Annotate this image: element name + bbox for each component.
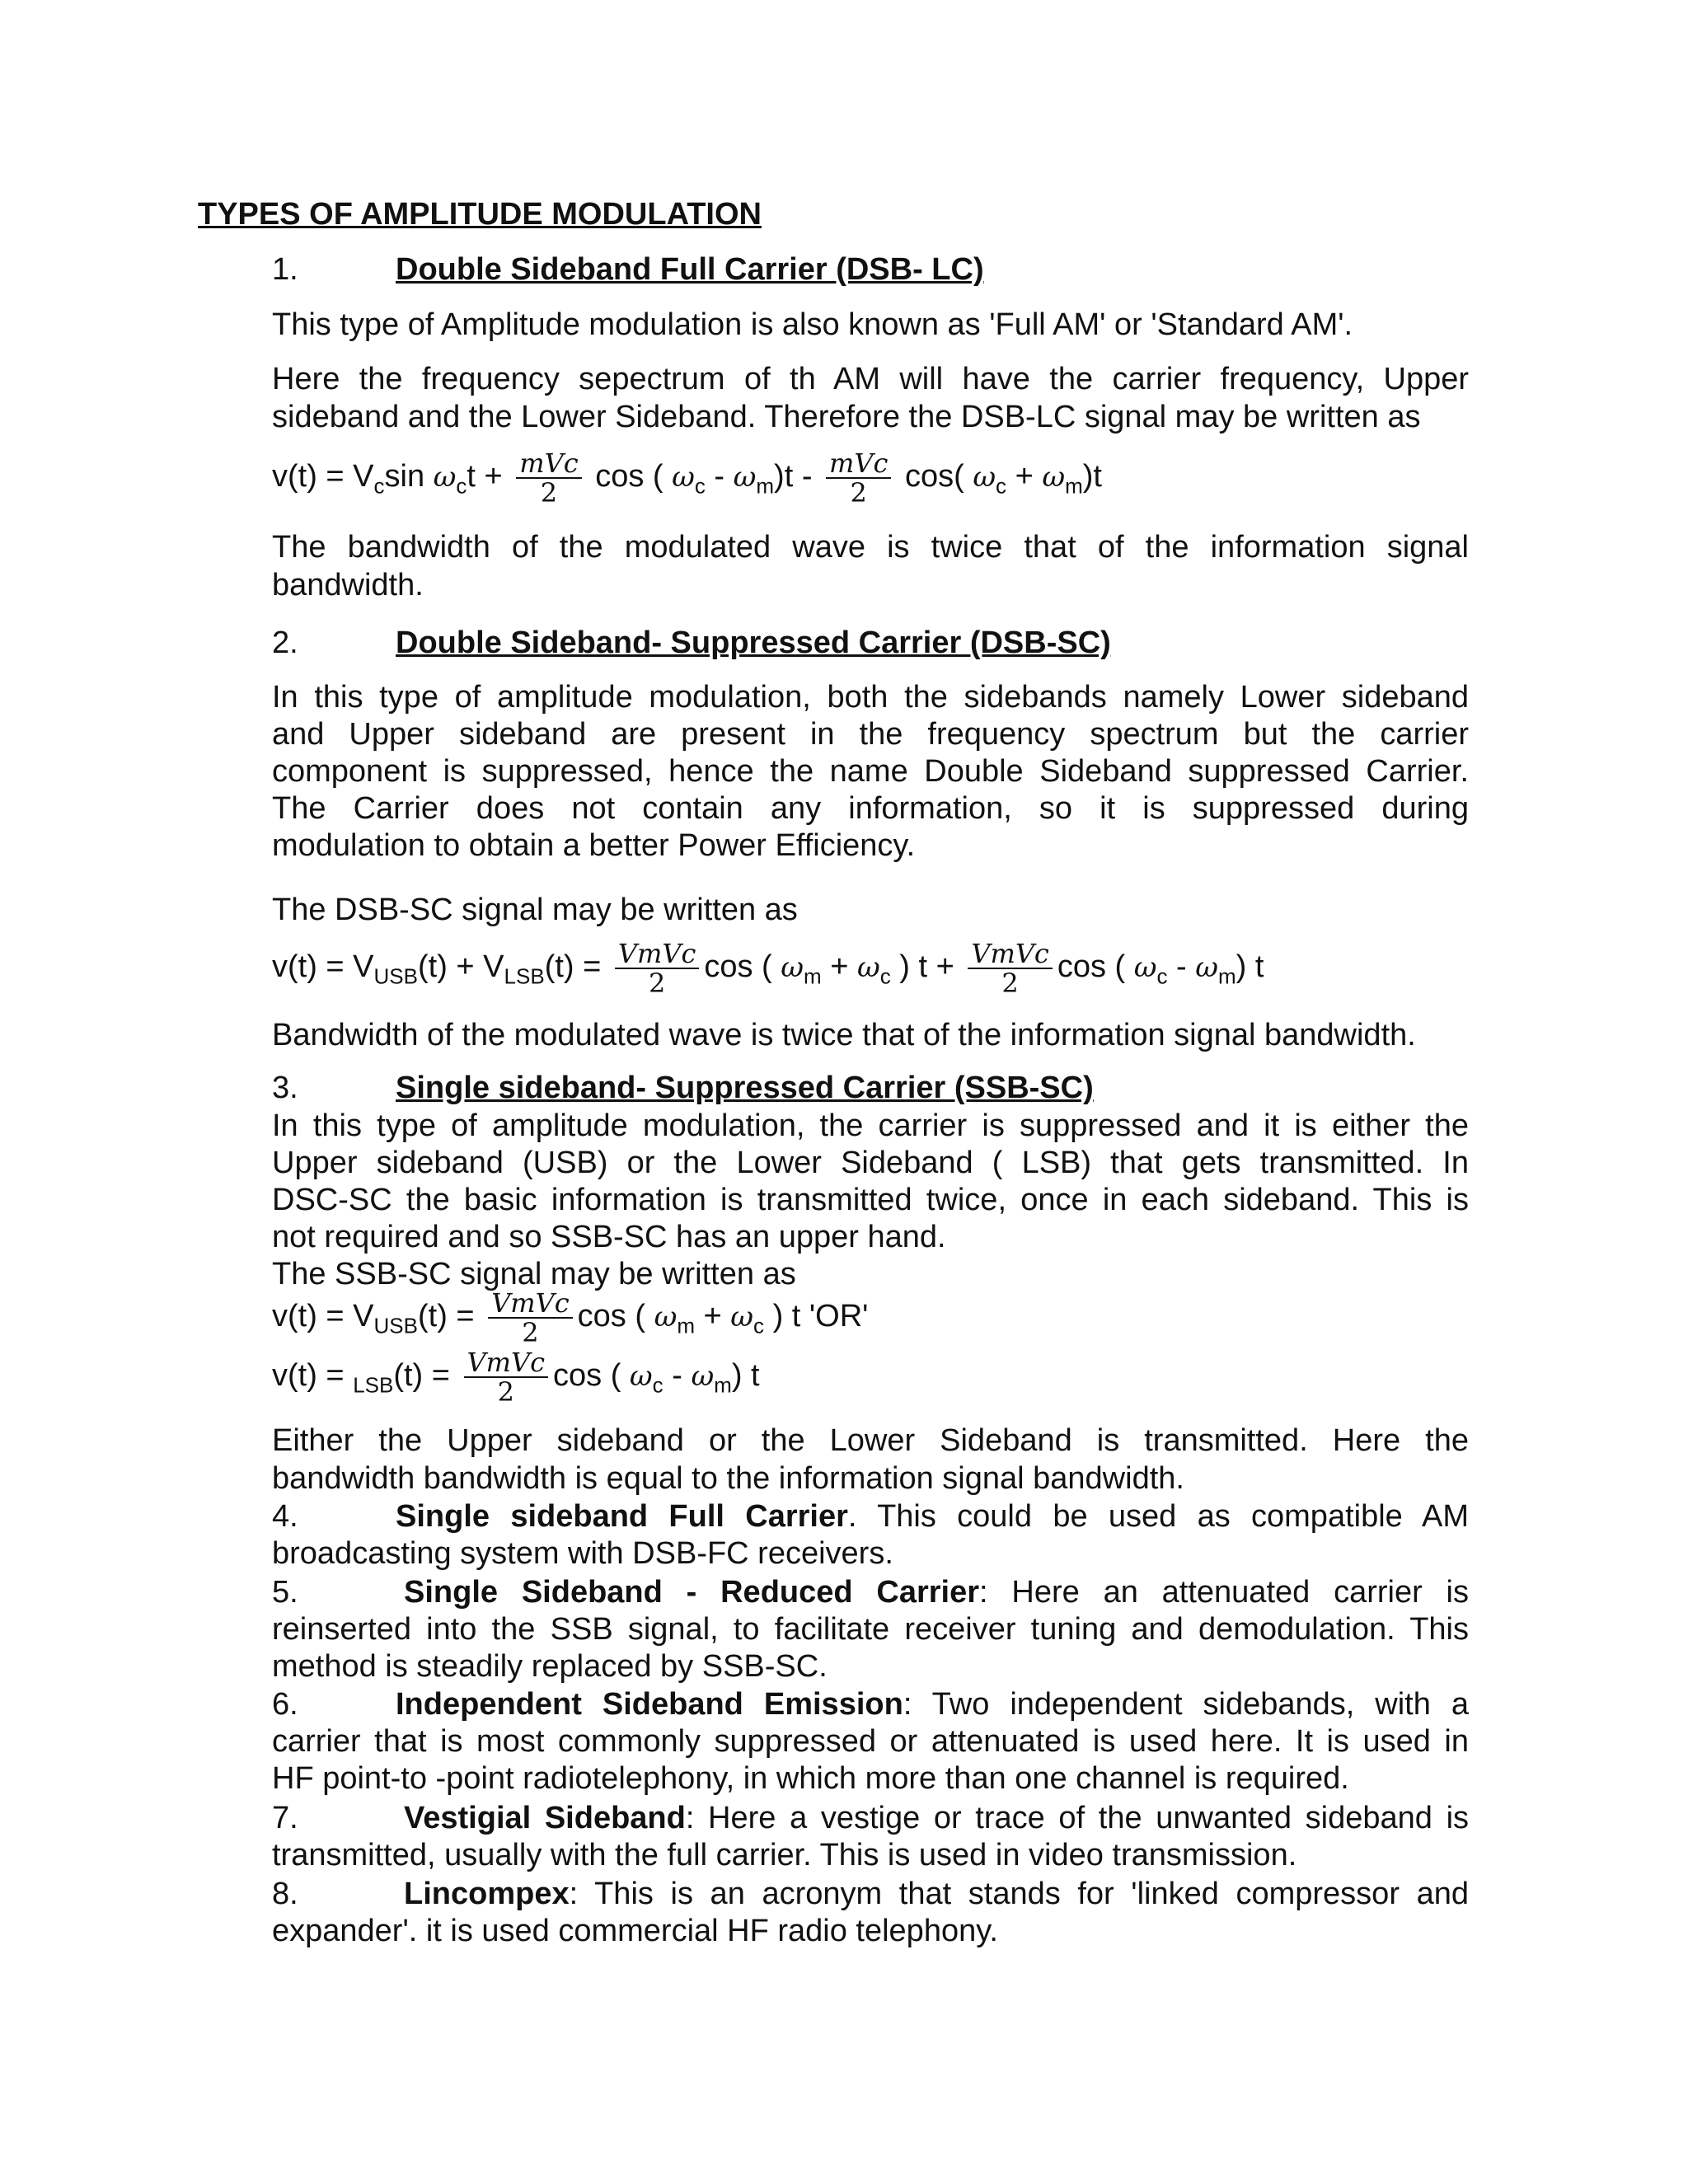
- text-line: broadcasting system with DSB-FC receivers.: [272, 1536, 893, 1571]
- section-term: Vestigial Sideband: [404, 1801, 686, 1835]
- section-heading: Double Sideband- Suppressed Carrier (DSB-SC): [396, 626, 1111, 660]
- text-line: not required and so SSB-SC has an upper hand.: [272, 1220, 946, 1254]
- section-3-para-1: [272, 1108, 1469, 1256]
- section-3-para-3-line-2: bandwidth bandwidth is equal to the information signal bandwidth.: [272, 1461, 1184, 1496]
- text-line: HF point-to -point radiotelephony, in which more than one channel is required.: [272, 1761, 1349, 1796]
- text-line: carrier that is most commonly suppressed or attenuated is used here. It is used in: [272, 1724, 1469, 1759]
- text-line: 7. Vestigial Sideband: Here a vestige or trace of the unwanted sideband is: [272, 1801, 1470, 1835]
- ssb-sc-lsb-equation: v(t) = $_{LSB}$(t) = $\frac{\text{VmVc}}{2}$ cos ( $\omega_c - \omega_m$) t: [272, 1347, 760, 1408]
- text-line: 4. Single sideband Full Carrier. This could be used as compatible AM: [272, 1499, 1469, 1534]
- fraction: $\frac{\text{VmVc}}{2}$: [488, 1289, 572, 1347]
- section-heading: Single sideband- Suppressed Carrier (SSB-SC): [396, 1071, 1094, 1105]
- ssb-sc-usb-equation: $v(t) = V_{USB}(t)$ = $\frac{\text{VmVc}}{2}$ cos ( $\omega_m + \omega_c$ ) t 'OR': [272, 1287, 869, 1348]
- section-number: 7.: [272, 1801, 298, 1835]
- text-line: 6. Independent Sideband Emission: Two independent sidebands, with a: [272, 1687, 1469, 1722]
- section-1-para-3-line-1: The bandwidth of the modulated wave is twice that of the information signal: [272, 530, 1469, 565]
- section-3-para-3-line-1: Either the Upper sideband or the Lower Sideband is transmitted. Here the: [272, 1423, 1469, 1458]
- dsb-sc-equation: $v(t) = V_{USB}(t) + V_{LSB}(t)$ = $\frac{\text{VmVc}}{2}$ cos ( $\omega_m + \omega_c$ ) t + $\frac{\text{VmVc}}{2}$ cos ( $\omega_c - \omega_m$) t: [272, 938, 1264, 999]
- section-2-para-2: The DSB-SC signal may be written as: [272, 893, 798, 927]
- dsb-lc-equation: $v(t) = V_c\sin$ $\omega_ct$ + $\frac{\text{mVc}}{2}$ cos ( $\omega_c - \omega_m)t$ - $\frac{\text{mVc}}{2}$ cos( $\omega_c + \omega_m)t$: [272, 448, 1102, 509]
- section-1-heading: [272, 251, 1469, 288]
- text-line: modulation to obtain a better Power Efficiency.: [272, 828, 916, 863]
- text-line: In this type of amplitude modulation, both the sidebands namely Lower sideband: [272, 680, 1469, 715]
- text-line: reinserted into the SSB signal, to facilitate receiver tuning and demodulation. This: [272, 1612, 1469, 1647]
- section-8: [272, 1876, 1469, 1950]
- text-line: transmitted, usually with the full carrier. This is used in video transmission.: [272, 1838, 1297, 1872]
- section-1-para-1: This type of Amplitude modulation is also known as 'Full AM' or 'Standard AM'.: [272, 307, 1353, 342]
- section-4: [272, 1498, 1469, 1572]
- text-line: method is steadily replaced by SSB-SC.: [272, 1649, 828, 1684]
- section-2-para-1: [272, 679, 1469, 865]
- text-line: 8. Lincompex: This is an acronym that stands for 'linked compressor and: [272, 1877, 1469, 1911]
- fraction: $\frac{\text{VmVc}}{2}$: [464, 1348, 548, 1406]
- text-line: and Upper sideband are present in the frequency spectrum but the carrier: [272, 717, 1469, 752]
- section-5: [272, 1574, 1469, 1685]
- section-2-para-3: Bandwidth of the modulated wave is twice that of the information signal bandwidth.: [272, 1018, 1416, 1052]
- section-number: 1.: [272, 252, 298, 287]
- section-term: Single Sideband - Reduced Carrier: [404, 1575, 980, 1610]
- fraction: $\frac{\text{mVc}}{2}$: [826, 449, 891, 507]
- section-number: 6.: [272, 1687, 298, 1722]
- section-1-para-3-line-2: bandwidth.: [272, 568, 424, 602]
- section-1-para-2-line-1: Here the frequency sepectrum of th AM will have the carrier frequency, Upper: [272, 362, 1469, 396]
- section-3-para-2: The SSB-SC signal may be written as: [272, 1257, 796, 1291]
- text-line: Upper sideband (USB) or the Lower Sideband ( LSB) that gets transmitted. In: [272, 1146, 1469, 1180]
- section-1-para-2-line-2: sideband and the Lower Sideband. Therefore the DSB-LC signal may be written as: [272, 400, 1421, 434]
- text-line: 5. Single Sideband - Reduced Carrier: Here an attenuated carrier is: [272, 1575, 1469, 1610]
- text-line: In this type of amplitude modulation, the carrier is suppressed and it is either the: [272, 1108, 1469, 1143]
- section-heading: Double Sideband Full Carrier (DSB- LC): [396, 252, 984, 287]
- section-number: 8.: [272, 1877, 298, 1911]
- text-line: The Carrier does not contain any information, so it is suppressed during: [272, 791, 1469, 826]
- section-2-heading: [272, 625, 1469, 662]
- fraction: $\frac{\text{VmVc}}{2}$: [615, 940, 699, 997]
- section-number: 5.: [272, 1575, 298, 1610]
- fraction: $\frac{\text{mVc}}{2}$: [516, 449, 581, 507]
- text-line: component is suppressed, hence the name Double Sideband suppressed Carrier.: [272, 754, 1469, 789]
- fraction: $\frac{\text{VmVc}}{2}$: [968, 940, 1052, 997]
- section-number: 2.: [272, 626, 298, 660]
- text-line: DSC-SC the basic information is transmitted twice, once in each sideband. This is: [272, 1183, 1469, 1217]
- section-6: [272, 1686, 1469, 1797]
- section-number: 3.: [272, 1071, 298, 1105]
- section-number: 4.: [272, 1499, 298, 1534]
- section-7: [272, 1800, 1469, 1874]
- section-term: Lincompex: [404, 1877, 570, 1911]
- section-term: Independent Sideband Emission: [396, 1687, 903, 1722]
- page-title: TYPES OF AMPLITUDE MODULATION: [198, 197, 762, 232]
- section-3-heading: [272, 1070, 1469, 1107]
- section-term: Single sideband Full Carrier: [396, 1499, 848, 1534]
- text-line: expander'. it is used commercial HF radio telephony.: [272, 1914, 998, 1948]
